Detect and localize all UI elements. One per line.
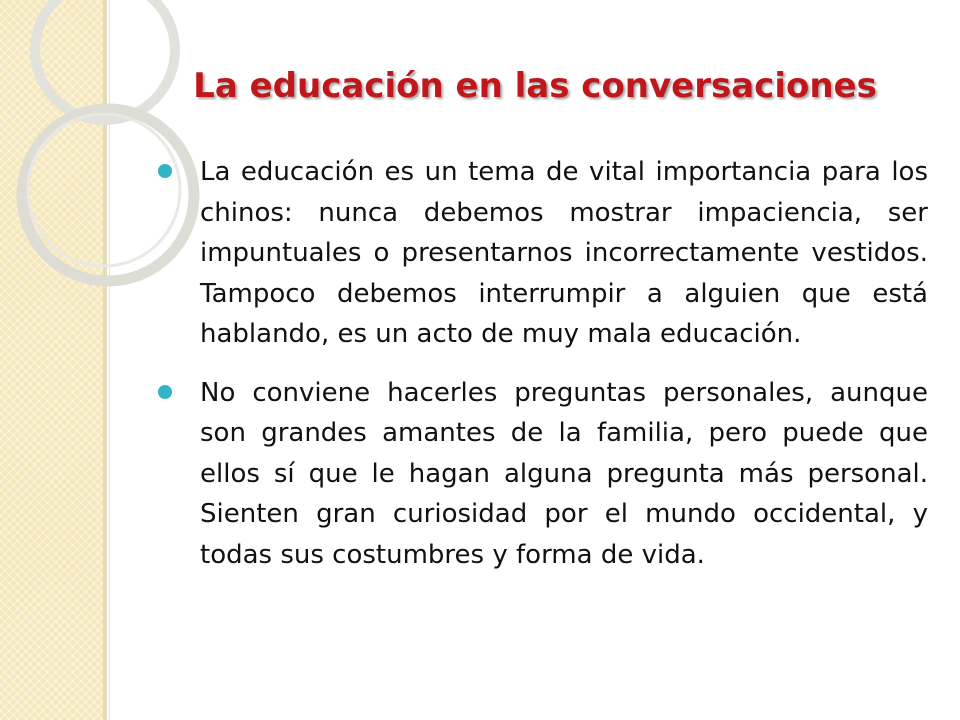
bullet-item bbox=[158, 152, 928, 355]
bullet-text: La educación es un tema de vital importancia para los chinos: nunca debemos mostrar impaciencia, ser impuntuales o presentarnos incorrectamente vestidos. Tampoco debemos interrumpir a alguien que está hablando, es un acto de muy mala educación. bbox=[200, 157, 928, 349]
bullet-dot-icon bbox=[158, 164, 172, 178]
bullet-dot-icon bbox=[158, 385, 172, 399]
bullet-text: No conviene hacerles preguntas personales, aunque son grandes amantes de la familia, pero puede que ellos sí que le hagan alguna pregunta más personal. Sienten gran curiosidad por el mundo occidental, y todas sus costumbres y forma de vida. bbox=[200, 377, 928, 570]
bullet-list bbox=[158, 152, 928, 593]
bullet-item bbox=[158, 373, 928, 576]
slide-title: La educación en las conversaciones bbox=[193, 66, 877, 106]
